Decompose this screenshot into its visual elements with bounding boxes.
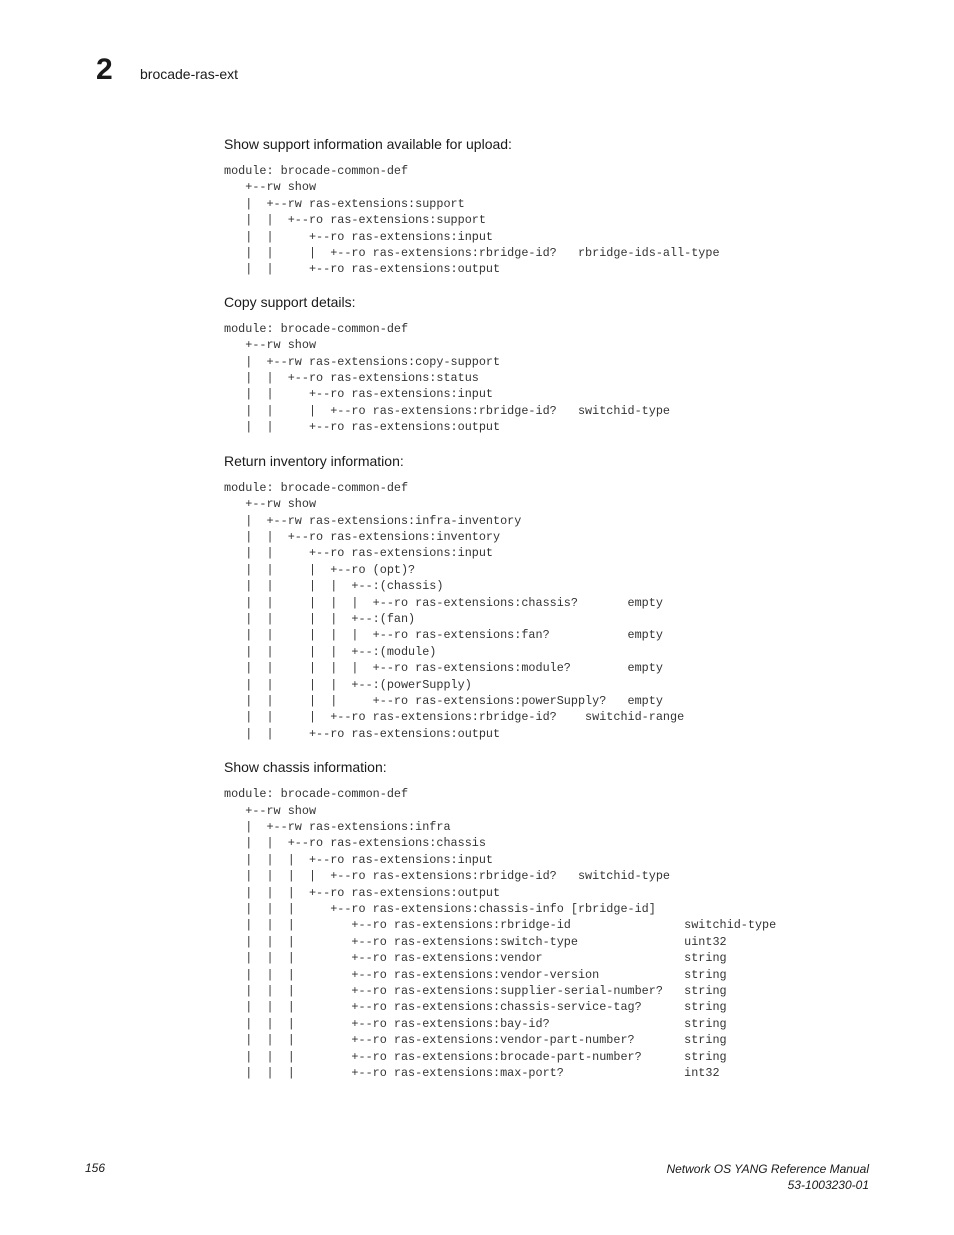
- section-inventory: [224, 452, 924, 743]
- section-heading: Copy support details:: [224, 293, 356, 310]
- section-heading: Return inventory information:: [224, 452, 404, 469]
- section-copy-support: [224, 293, 924, 436]
- section-heading: Show chassis information:: [224, 759, 387, 776]
- chapter-number: 2: [96, 53, 113, 86]
- yang-tree-code: module: brocade-common-def +--rw show | +--rw ras-extensions:infra | | +--ro ras-extensions:chassis | | | +--ro ras-extensions:input | | | | +--ro ras-extensions:rbridge-id? switchid-type | | | +--ro ras-extensions:output | | | +--ro ras-extensions:chassis-info [rbridge-id] | | | +--ro ras-extensions:rbridge-id switchid-type | | | +--ro ras-extensions:switch-type uint32 | | | +--ro ras-extensions:vendor string | | | +--ro ras-extensions:vendor-version string | | | +--ro ras-extensions:supplier-serial-number? string | | | +--ro ras-extensions:chassis-service-tag? string | | | +--ro ras-extensions:bay-id? string | | | +--ro ras-extensions:vendor-part-number? string | | | +--ro ras-extensions:brocade-part-number? string | | | +--ro ras-extensions:max-port? int32: [224, 787, 777, 1081]
- yang-tree-code: module: brocade-common-def +--rw show | +--rw ras-extensions:infra-inventory | | +--ro ras-extensions:inventory | | +--ro ras-extensions:input | | | +--ro (opt)? | | | | +--:(chassis) | | | | | +--ro ras-extensions:chassis? empty | | | | +--:(fan) | | | | | +--ro ras-extensions:fan? empty | | | | +--:(module) | | | | | +--ro ras-extensions:module? empty | | | | +--:(powerSupply) | | | | +--ro ras-extensions:powerSupply? empty | | | +--ro ras-extensions:rbridge-id? switchid-range | | +--ro ras-extensions:output: [224, 480, 685, 741]
- section-support: [224, 135, 924, 278]
- yang-tree-code: module: brocade-common-def +--rw show | +--rw ras-extensions:copy-support | | +--ro ras-extensions:status | | +--ro ras-extensions:input | | | +--ro ras-extensions:rbridge-id? switchid-type | | +--ro ras-extensions:output: [224, 321, 670, 435]
- page-content: [224, 135, 924, 1098]
- chapter-title: brocade-ras-ext: [140, 66, 239, 82]
- section-heading: Show support information available for upload:: [224, 136, 512, 152]
- footer-doc-info: [666, 1161, 869, 1193]
- section-chassis: [224, 758, 924, 1081]
- page-number: 156: [85, 1161, 106, 1175]
- manual-title: Network OS YANG Reference Manual: [666, 1162, 869, 1176]
- yang-tree-code: module: brocade-common-def +--rw show | +--rw ras-extensions:support | | +--ro ras-extensions:support | | +--ro ras-extensions:input | | | +--ro ras-extensions:rbridge-id? rbridge-ids-all-type | | +--ro ras-extensions:output: [224, 164, 720, 277]
- doc-number: 53-1003230-01: [787, 1178, 869, 1192]
